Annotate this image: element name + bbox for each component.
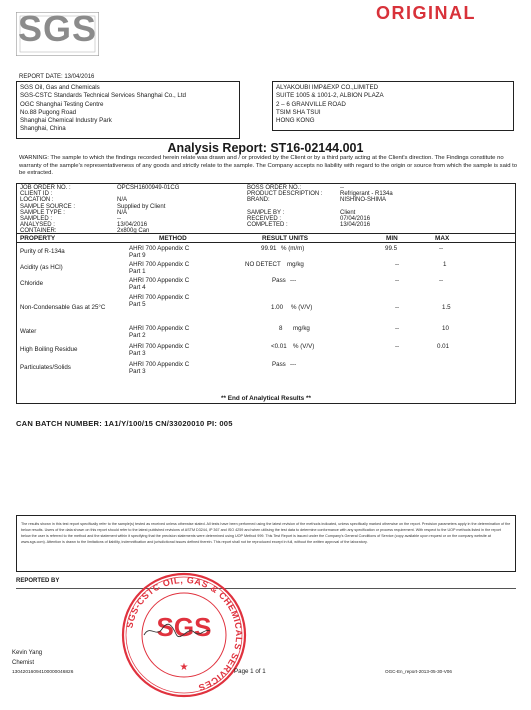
row-method-part: Part 2 <box>129 332 146 340</box>
header-method: METHOD <box>159 235 187 242</box>
row-method: AHRI 700 Appendix C <box>129 361 190 368</box>
row-method-part: Part 3 <box>129 368 146 376</box>
row-method-part: Part 9 <box>129 252 146 260</box>
row-method-part: Part 4 <box>129 284 146 292</box>
table-row <box>17 325 515 345</box>
row-min: -- <box>395 325 400 332</box>
row-method-part: Part 3 <box>129 350 146 358</box>
stamp-center-text: SGS <box>156 612 212 642</box>
info-value: Client <box>340 209 356 216</box>
info-label: ANALYSED : <box>20 222 55 229</box>
info-label: SAMPLE TYPE : <box>20 209 65 216</box>
report-reference-number: 13042016094100000046826 <box>12 670 74 675</box>
row-property: High Boiling Residue <box>20 346 78 353</box>
divider <box>16 588 516 589</box>
info-value: NISHINO-SHIMA <box>340 197 387 204</box>
row-result: NO DETECT <box>245 261 281 268</box>
issuer-address-box <box>16 81 240 139</box>
header-min: MIN <box>386 235 398 242</box>
info-label: COMPLETED : <box>247 222 288 229</box>
info-value: -- <box>340 185 344 191</box>
row-method: AHRI 700 Appendix C <box>129 343 190 350</box>
row-method-part: Part 1 <box>129 268 146 276</box>
handwritten-signature-icon <box>142 622 212 640</box>
row-units: --- <box>290 277 297 284</box>
header-result-units: RESULT UNITS <box>262 235 309 242</box>
disclaimer-box: The results shown in this test report specifically refer to the sample(s) tested as received unless otherwise stated. All tests have been performed using the latest revision of the methods indicated, unless specifically marked otherwise on the report. Precision parameters apply in the determination of the below results. Users of the data shown on this report should refer to the latest published revisions of ASTM D3244, IP 367 and ISO 4259 and when utilising the test data to determine conformance with any specification or process requirement. With respect to the UOP methods listed in the report below the user is referred to the method and the statement within it specifying that the precision statements were determined using UOP Method 999. This Test Report is issued under the Company's General Conditions of Service (copy available upon request or on the company website at www.sgs.com). Attention is drawn to the limitations of liability, indemnification and jurisdictional issues defined therein. This report shall not be reproduced except in full, without the written approval of the laboratory. <box>16 515 516 572</box>
issuer-line: No.88 Pugong Road <box>20 108 77 116</box>
row-method: AHRI 700 Appendix C <box>129 261 190 268</box>
signer-name: Kevin Yang <box>12 650 43 656</box>
issuer-line: OGC Shanghai Testing Centre <box>20 100 104 108</box>
row-max: 0.01 <box>437 343 450 350</box>
original-mark: ORIGINAL <box>376 3 476 23</box>
report-title: Analysis Report: ST16-02144.001 <box>167 141 364 155</box>
row-units: mg/kg <box>287 261 304 268</box>
table-row <box>17 294 515 314</box>
header-property: PROPERTY <box>20 235 56 242</box>
info-value: OPCSH1600949-01CG <box>117 185 180 191</box>
client-line: TSIM SHA TSUI <box>276 108 321 116</box>
client-line: HONG KONG <box>276 117 315 125</box>
info-value: N/A <box>117 209 128 216</box>
stamp-outer-text: SGS-CSTC OIL, GAS & CHEMICALS SERVICES <box>124 574 245 693</box>
logo-text: SGS <box>18 8 98 49</box>
info-value: -- <box>117 216 121 222</box>
reported-by-label: REPORTED BY <box>16 578 60 584</box>
can-batch-number: CAN BATCH NUMBER: 1A1/Y/100/15 CN/33020010 PI: 005 <box>16 419 233 428</box>
row-property: Non-Condensable Gas at 25°C <box>20 304 106 311</box>
row-min: -- <box>395 304 400 311</box>
info-value: Supplied by Client <box>117 203 166 210</box>
row-max: 1 <box>443 261 447 268</box>
row-property: Chloride <box>20 280 44 287</box>
row-property: Particulates/Solids <box>20 364 71 371</box>
info-label: CLIENT ID : <box>20 191 53 198</box>
row-min: -- <box>395 261 400 268</box>
row-result: Pass <box>272 361 286 368</box>
row-max: -- <box>439 245 444 252</box>
issuer-line: SGS Oil, Gas and Chemicals <box>20 84 100 91</box>
row-result: <0.01 <box>271 343 287 350</box>
info-label: BOSS ORDER NO.: <box>247 185 302 191</box>
row-units: mg/kg <box>293 325 310 332</box>
row-result: 8 <box>279 325 283 332</box>
row-min: -- <box>395 277 400 284</box>
row-max: 10 <box>442 325 449 332</box>
row-result: 1.00 <box>271 304 284 311</box>
row-method-part: Part 5 <box>129 301 146 309</box>
info-label: JOB ORDER NO. : <box>20 185 71 191</box>
results-table <box>16 233 516 404</box>
end-of-results: ** End of Analytical Results ** <box>221 395 311 402</box>
row-method: AHRI 700 Appendix C <box>129 277 190 284</box>
sample-info-table <box>16 183 516 234</box>
row-method: AHRI 700 Appendix C <box>129 325 190 332</box>
results-header <box>17 234 515 243</box>
row-units: --- <box>290 361 297 368</box>
table-row <box>17 343 515 363</box>
info-label: PRODUCT DESCRIPTION : <box>247 191 323 198</box>
page-number: Page 1 of 1 <box>234 668 266 675</box>
info-label: SAMPLE SOURCE : <box>20 203 76 210</box>
client-line: SUITE 1005 & 1001-2, ALBION PLAZA <box>276 92 384 100</box>
row-min: 99.5 <box>385 245 398 252</box>
info-value: 13/04/2016 <box>117 222 148 229</box>
row-property: Water <box>20 328 37 335</box>
row-result: 99.91 <box>261 245 277 252</box>
info-value: 2x800g Can <box>117 228 150 235</box>
row-units: % (V/V) <box>293 343 315 350</box>
client-address-box <box>272 81 514 131</box>
issuer-line: Shanghai Chemical Industry Park <box>20 117 112 125</box>
report-date: REPORT DATE: 13/04/2016 <box>19 74 95 80</box>
row-units: % (m/m) <box>281 245 305 252</box>
row-min: -- <box>395 343 400 350</box>
info-label: SAMPLED : <box>20 216 53 222</box>
info-label: CONTAINER: <box>20 228 57 235</box>
row-method: AHRI 700 Appendix C <box>129 245 190 252</box>
info-value: N/A <box>117 197 128 204</box>
info-label: SAMPLE BY : <box>247 209 285 216</box>
client-line: 2 – 6 GRANVILLE ROAD <box>276 100 346 108</box>
info-value: Refrigerant - R134a <box>340 191 393 198</box>
info-label: LOCATION : <box>20 197 54 204</box>
info-value: 13/04/2016 <box>340 222 371 229</box>
form-reference: OGC-En_report-2013-05-30-V06 <box>385 669 452 674</box>
warning-text: WARNING: The sample to which the findings recorded herein relate was drawn and / or provided by the Client or by a third party acting at the Client's direction. The Findings constitute no warranty of the sample's representativeness of any goods and strictly relate to the sample. The Company accepts no liability with regard to the origin or source from which the sample is said to be extracted. <box>19 155 518 177</box>
client-line: ALYAKOUBI IMP&EXP CO.,LIMITED <box>276 84 379 91</box>
row-units: % (V/V) <box>291 304 313 311</box>
row-max: 1.5 <box>442 304 451 311</box>
row-property: Purity of R-134a <box>20 248 65 255</box>
table-row <box>17 361 515 381</box>
header-max: MAX <box>435 235 450 242</box>
issuer-line: Shanghai, China <box>20 125 66 133</box>
info-label: RECEIVED : <box>247 216 282 222</box>
signer-role: Chemist <box>12 660 35 666</box>
row-method: AHRI 700 Appendix C <box>129 294 190 301</box>
star-icon: ★ <box>179 662 189 673</box>
info-value: 07/04/2016 <box>340 216 371 222</box>
issuer-line: SGS-CSTC Standards Technical Services Shanghai Co., Ltd <box>20 92 186 100</box>
row-result: Pass <box>272 277 286 284</box>
row-property: Acidity (as HCl) <box>20 264 63 271</box>
row-max: -- <box>439 277 444 284</box>
info-label: BRAND: <box>247 197 270 204</box>
